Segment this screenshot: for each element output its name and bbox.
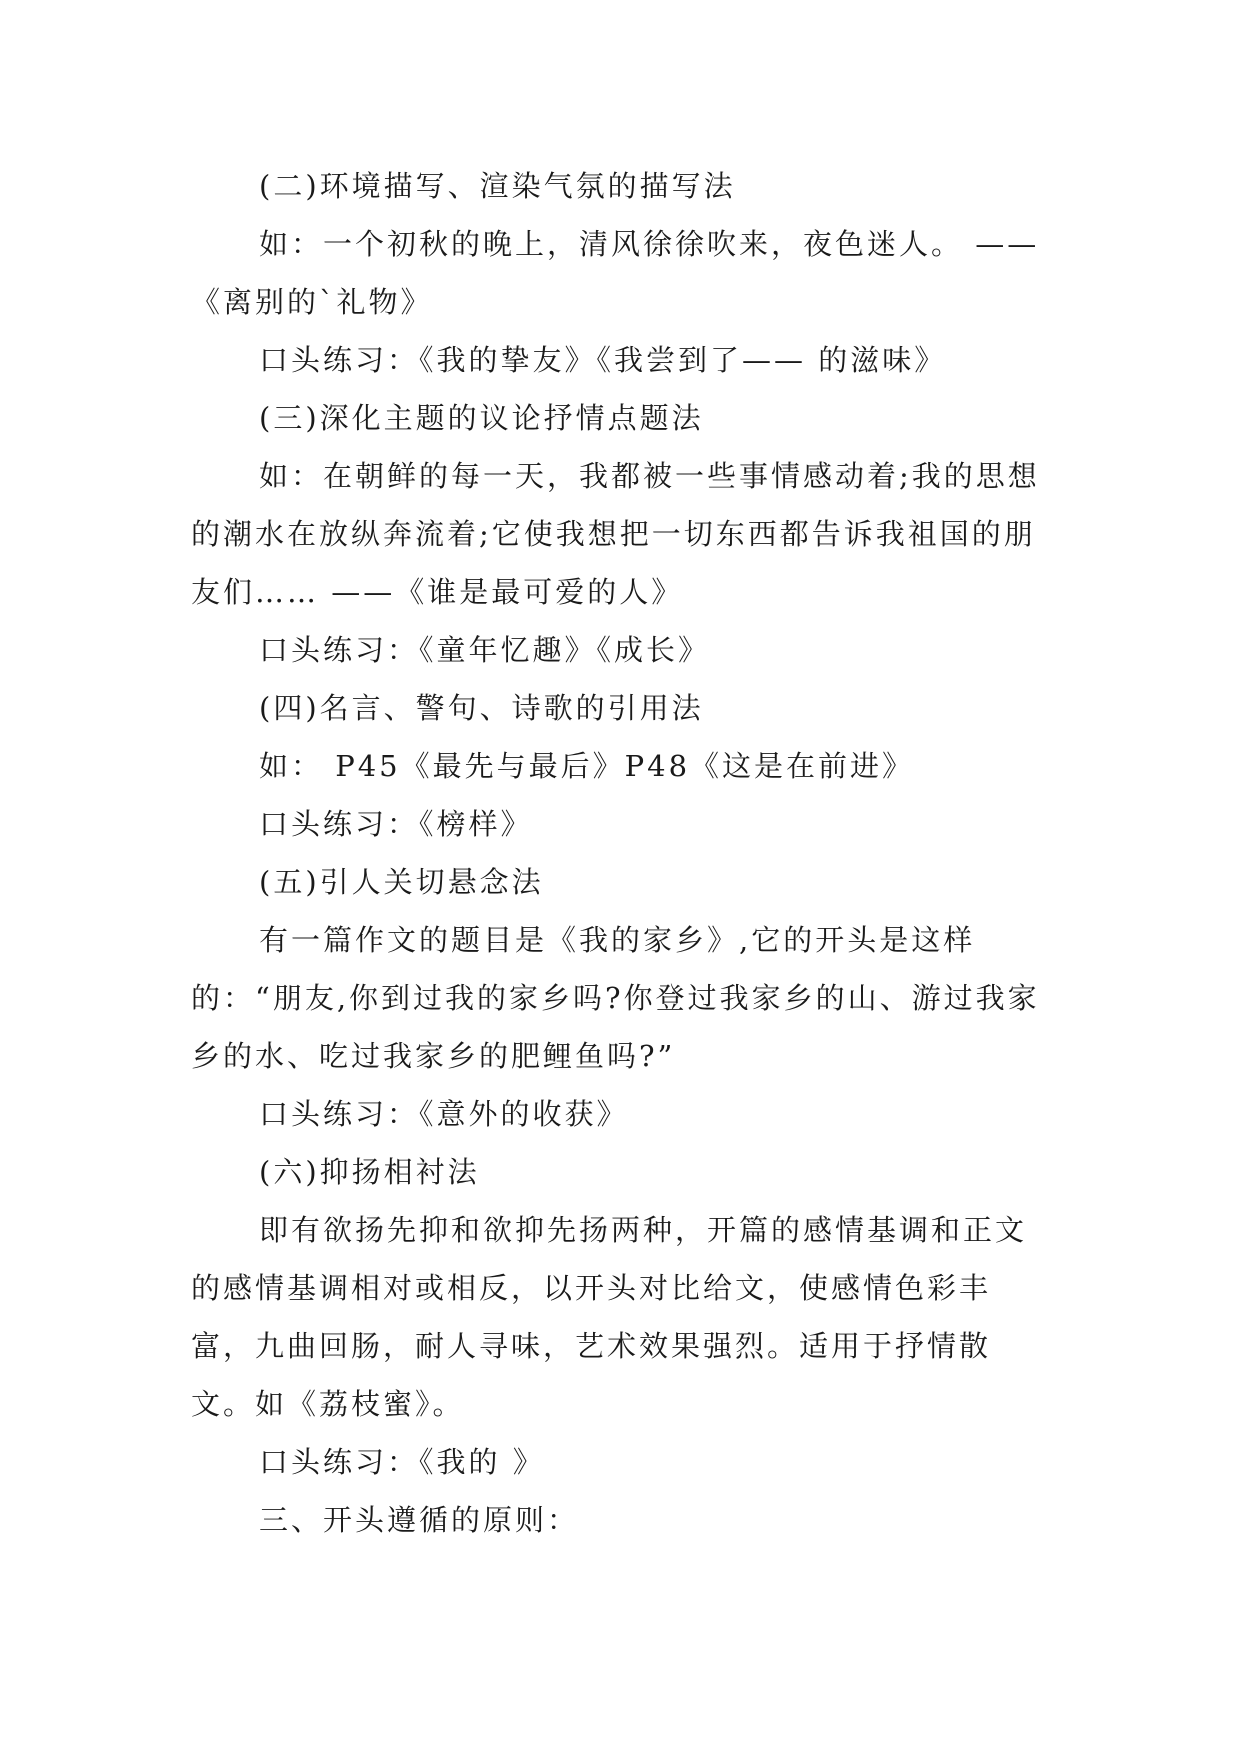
- example-paragraph: 如：一个初秋的晚上，清风徐徐吹来，夜色迷人。 ——《离别的`礼物》: [191, 227, 1040, 319]
- heading-contrast-method: (六)抑扬相衬法: [259, 1155, 480, 1189]
- example-paragraph: 有一篇作文的题目是《我的家乡》,它的开头是这样的：“朋友,你到过我的家乡吗?你登过我家乡的山、游过我家乡的水、吃过我家乡的肥鲤鱼吗?”: [191, 923, 1040, 1073]
- oral-practice-line: 口头练习：《我的挚友》《我尝到了—— 的滋味》: [259, 343, 947, 377]
- body-paragraph: 即有欲扬先抑和欲抑先扬两种，开篇的感情基调和正文的感情基调相对或相反，以开头对比给文，使感情色彩丰富，九曲回肠，耐人寻味，艺术效果强烈。适用于抒情散文。如《荔枝蜜》。: [191, 1213, 1028, 1421]
- oral-practice-line: 口头练习：《我的 》: [259, 1445, 545, 1479]
- heading-quotation-method: (四)名言、警句、诗歌的引用法: [259, 691, 704, 725]
- oral-practice-line: 口头练习：《意外的收获》: [259, 1097, 629, 1131]
- heading-suspense-method: (五)引人关切悬念法: [259, 865, 544, 899]
- example-paragraph: 如：在朝鲜的每一天，我都被一些事情感动着;我的思想的潮水在放纵奔流着;它使我想把一切东西都告诉我祖国的朋友们…… ——《谁是最可爱的人》: [191, 459, 1040, 609]
- heading-theme-commentary: (三)深化主题的议论抒情点题法: [259, 401, 704, 435]
- section-heading-principles: 三、开头遵循的原则：: [259, 1503, 580, 1537]
- document-body: [191, 157, 1051, 1549]
- example-paragraph: 如： P45《最先与最后》P48《这是在前进》: [259, 749, 915, 783]
- heading-environment-description: (二)环境描写、渲染气氛的描写法: [259, 169, 736, 203]
- oral-practice-line: 口头练习：《童年忆趣》《成长》: [259, 633, 711, 667]
- oral-practice-line: 口头练习：《榜样》: [259, 807, 533, 841]
